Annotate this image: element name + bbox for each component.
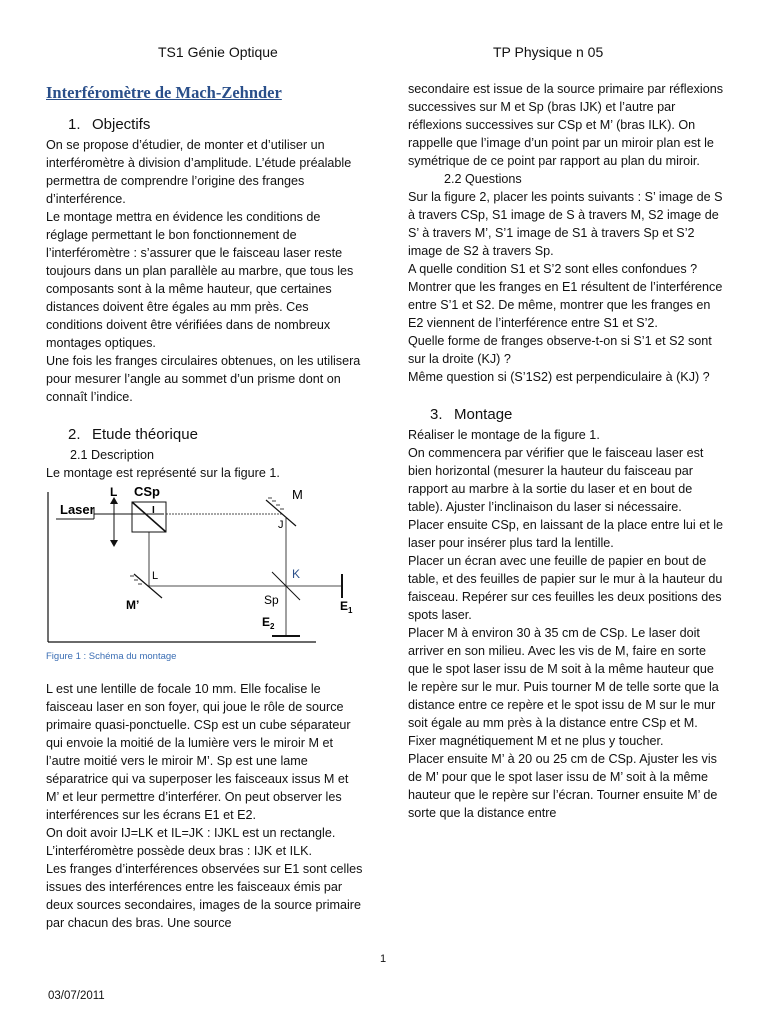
label-csp: CSp [134,486,160,499]
montage-paragraph-2: On commencera par vérifier que le faisceau laser est bien horizontal (mesurer la hauteur du faisceau par rapport au marbre à la sortie du laser et en bout de table). Ajuster l’inclinaison du laser si nécessaire. [408,446,704,514]
subsection-2-1-heading: 2.1 Description [70,448,154,462]
label-j: J [278,519,284,531]
figure-1-schema [46,486,364,644]
subsection-2-2-heading: 2.2 Questions [444,172,522,186]
question-3: Montrer que les franges en E1 résultent de l’interférence entre S’1 et S2. De même, montrer que les franges en E2 viennent de l’interférence entre S1 et S’2. [408,280,723,330]
label-e1: $E_1$ [340,599,353,615]
question-1: Sur la figure 2, placer les points suivants : S’ image de S à travers CSp, S1 image de S à travers M, S2 image de S’ à travers M’, S’1 image de S1 à travers Sp et S’2 image de S2 à travers Sp. [408,190,723,258]
label-k: K [292,567,301,581]
question-4: Quelle forme de franges observe-t-on si S’1 et S2 sont sur la droite (KJ) ? [408,334,712,366]
document-title: Interféromètre de Mach-Zehnder [46,83,282,102]
bras-paragraph: L’interféromètre possède deux bras : IJK et ILK. [46,844,313,858]
schema-svg [46,486,364,644]
montage-paragraph-4: Placer un écran avec une feuille de papier en bout de table, et des feuilles de papier sur le mur à la hauteur du faisceau. Repérer sur ces feuilles les deux positions des spots laser. [408,554,723,622]
label-mprime: M’ [126,598,140,612]
objectifs-paragraph-3: Une fois les franges circulaires obtenues, on les utilisera pour mesurer l’angle au sommet d’un prisme dont on connaît l’indice. [46,354,361,404]
franges-paragraph-continued: secondaire est issue de la source primaire par réflexions successives sur M et Sp (bras IJK) et l’autre par réflexions successives sur CSp et M’ (bras ILK). On rappelle que l’image d’un point par un miroir plan est le symétrique de ce point par rapport au plan du miroir. [408,82,723,168]
question-2: A quelle condition S1 et S’2 sont elles confondues ? [408,262,698,276]
footer-date: 03/07/2011 [48,990,105,1002]
montage-paragraph-5: Placer M à environ 30 à 35 cm de CSp. Le laser doit arriver en son milieu. Avec les vis de M, faire en sorte que le spot laser issu de M soit à la même hauteur que le repère sur le mur. Puis tourner M de telle sorte que la distance entre ce repère et le spot issu de M sur le mur soit égale au mm près à la distance entre CSp et M. Fixer magnétiquement M et ne plus y toucher. [408,626,719,748]
section-3-heading: 3. Montage [430,406,513,423]
figure-caption: Figure 1 : Schéma du montage [46,651,177,662]
label-laser: Laser [60,502,95,517]
description-paragraph: L est une lentille de focale 10 mm. Elle focalise le faisceau laser en son foyer, qui joue le rôle de source primaire quasi-ponctuelle. CSp est un cube séparateur qui envoie la moitié de la lumière vers le miroir M et l’autre moitié vers le miroir M’. Sp est une lame séparatrice qui va superposer les faisceaux issus M et M’ et leur permettre d’interférer. On peut observer les interférences sur les écrans E1 et E2. [46,682,351,822]
montage-paragraph-3: Placer ensuite CSp, en laissant de la place entre lui et le laser pour insérer plus tard la lentille. [408,518,724,550]
header-right: TP Physique n 05 [493,44,604,60]
montage-paragraph-1: Réaliser le montage de la figure 1. [408,428,600,442]
right-column [408,80,726,822]
rectangle-paragraph: On doit avoir IJ=LK et IL=JK : IJKL est un rectangle. [46,826,336,840]
label-m: M [292,487,303,502]
label-l-mid: L [152,570,159,582]
montage-paragraph-6: Placer ensuite M’ à 20 ou 25 cm de CSp. Ajuster les vis de M’ pour que le spot laser issu de M’ soit à la même hauteur que le repère sur l’écran. Tourner ensuite M’ de sorte que la distance entre [408,752,718,820]
objectifs-paragraph-2: Le montage mettra en évidence les conditions de réglage permettant le bon fonctionnement de l’interféromètre : s’assurer que le faisceau laser reste toujours dans un plan parallèle au marbre, que tous les composants sont à la même hauteur, que certaines distances doivent être égales au mm près. Ces conditions doivent être vérifiées dans de nombreux montages optiques. [46,210,354,350]
section-1-heading: 1. Objectifs [68,116,151,133]
page-number: 1 [380,953,387,965]
label-e2: $E_2$ [262,615,275,631]
label-l-top: L [110,486,118,499]
question-5: Même question si (S’1S2) est perpendiculaire à (KJ) ? [408,370,710,384]
objectifs-paragraph-1: On se propose d’étudier, de monter et d’utiliser un interféromètre à division d’amplitude. L’étude préalable permettra de comprendre l’origine des franges d’interférence. [46,138,352,206]
section-2-heading: 2. Etude théorique [68,426,198,443]
header-left: TS1 Génie Optique [158,44,278,60]
label-sp: Sp [264,593,279,607]
franges-paragraph-start: Les franges d’interférences observées sur E1 sont celles issues des interférences entre les faisceaux émis par deux sources secondaires, images de la source primaire par chacun des bras. Une source [46,862,363,930]
description-intro: Le montage est représenté sur la figure 1. [46,466,280,480]
label-i: I [152,505,155,516]
left-column [46,80,364,932]
